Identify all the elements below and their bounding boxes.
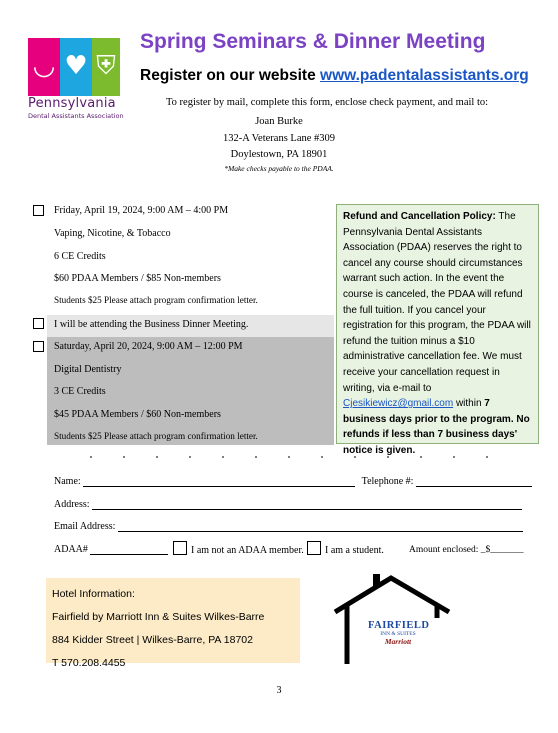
student-label: I am a student. — [325, 545, 384, 556]
policy-email-link[interactable]: Cjesikiewicz@gmail.com — [343, 398, 454, 410]
policy-heading: Refund and Cancellation Policy: — [343, 211, 496, 222]
saturday-students: Students $25 Please attach program confirmation letter. — [54, 431, 258, 441]
smile-icon: ◡ — [32, 51, 56, 81]
address-street: 132-A Veterans Lane #309 — [222, 133, 336, 144]
saturday-topic: Digital Dentistry — [54, 364, 122, 375]
not-member-checkbox[interactable] — [173, 541, 187, 555]
adaa-field[interactable] — [90, 544, 168, 555]
hotel-name: Fairfield by Marriott Inn & Suites Wilkes-Barre — [52, 611, 265, 623]
logo-block-pink — [28, 38, 60, 96]
address-name: Joan Burke — [255, 116, 303, 127]
friday-students: Students $25 Please attach program confirmation letter. — [54, 295, 258, 305]
policy-body: The Pennsylvania Dental Assistants Association (PDAA) reserves the right to cancel any course should circumstances warrant such action. In the event the course is canceled, the PDAA will refund the full tuition. If you cancel your registration for this program, the PDAA will refund the tuition minus a $10 administrative cancellation fee. We must receive your cancellation request in writing, via e-mail to — [343, 211, 531, 394]
hotel-info-box — [46, 578, 300, 669]
fairfield-line2: INN & SUITES — [380, 631, 416, 637]
fairfield-line1: FAIRFIELD — [368, 620, 430, 631]
register-line — [140, 67, 529, 85]
friday-topic: Vaping, Nicotine, & Tobacco — [54, 228, 171, 239]
student-checkbox[interactable] — [307, 541, 321, 555]
adaa-row — [54, 544, 168, 555]
email-row — [54, 521, 523, 532]
pdaa-logo — [28, 38, 126, 122]
not-member-label: I am not an ADAA member. — [191, 545, 304, 556]
policy-deadline: 7 business days prior to the program. No refunds if less than 7 business days' notice is given. — [343, 398, 530, 456]
logo-subtitle: Dental Assistants Association — [28, 112, 124, 120]
email-label: Email Address: — [54, 521, 116, 532]
saturday-price: $45 PDAA Members / $60 Non-members — [54, 409, 221, 420]
address-field[interactable] — [92, 499, 522, 510]
register-prefix: Register on our website — [140, 67, 321, 84]
name-label: Name: — [54, 476, 81, 487]
amount-enclosed: Amount enclosed: _$_______ — [409, 545, 524, 555]
name-row — [54, 476, 532, 487]
email-field[interactable] — [118, 521, 523, 532]
telephone-label: Telephone #: — [361, 476, 414, 487]
hotel-phone: T 570.208.4455 — [52, 657, 126, 669]
dinner-checkbox[interactable] — [33, 318, 44, 329]
page-number: 3 — [276, 685, 282, 696]
hotel-address: 884 Kidder Street | Wilkes-Barre, PA 18702 — [52, 634, 253, 646]
friday-credits: 6 CE Credits — [54, 251, 106, 262]
page-title: Spring Seminars & Dinner Meeting — [140, 30, 486, 53]
adaa-label: ADAA# — [54, 544, 88, 555]
address-city: Doylestown, PA 18901 — [230, 149, 328, 160]
friday-checkbox[interactable] — [33, 205, 44, 216]
friday-date: Friday, April 19, 2024, 9:00 AM – 4:00 PM — [54, 205, 229, 216]
friday-price: $60 PDAA Members / $85 Non-members — [54, 273, 221, 284]
dinner-label: I will be attending the Business Dinner Meeting. — [54, 319, 249, 330]
cut-line — [90, 455, 510, 459]
policy-tail: within — [453, 398, 485, 410]
checks-payable-note: *Make checks payable to the PDAA. — [224, 164, 334, 173]
address-row — [54, 499, 522, 510]
heart-icon: ♥ — [64, 51, 88, 81]
logo-block-blue — [60, 38, 92, 96]
address-label: Address: — [54, 499, 90, 510]
fairfield-line3: Marriott — [384, 637, 412, 646]
saturday-date: Saturday, April 20, 2024, 9:00 AM – 12:00 PM — [54, 341, 243, 352]
logo-name: Pennsylvania — [28, 96, 116, 111]
fairfield-wordmark — [368, 620, 428, 646]
refund-policy-box — [336, 204, 539, 456]
mail-instructions: To register by mail, complete this form, enclose check payment, and mail to: — [166, 97, 489, 108]
name-field[interactable] — [83, 476, 355, 487]
telephone-field[interactable] — [416, 476, 532, 487]
tooth-icon: ⛨ — [96, 51, 116, 81]
logo-block-green — [92, 38, 120, 96]
saturday-checkbox[interactable] — [33, 341, 44, 352]
hotel-heading: Hotel Information: — [52, 588, 135, 600]
saturday-credits: 3 CE Credits — [54, 386, 106, 397]
website-link[interactable]: www.padentalassistants.org — [320, 67, 529, 84]
